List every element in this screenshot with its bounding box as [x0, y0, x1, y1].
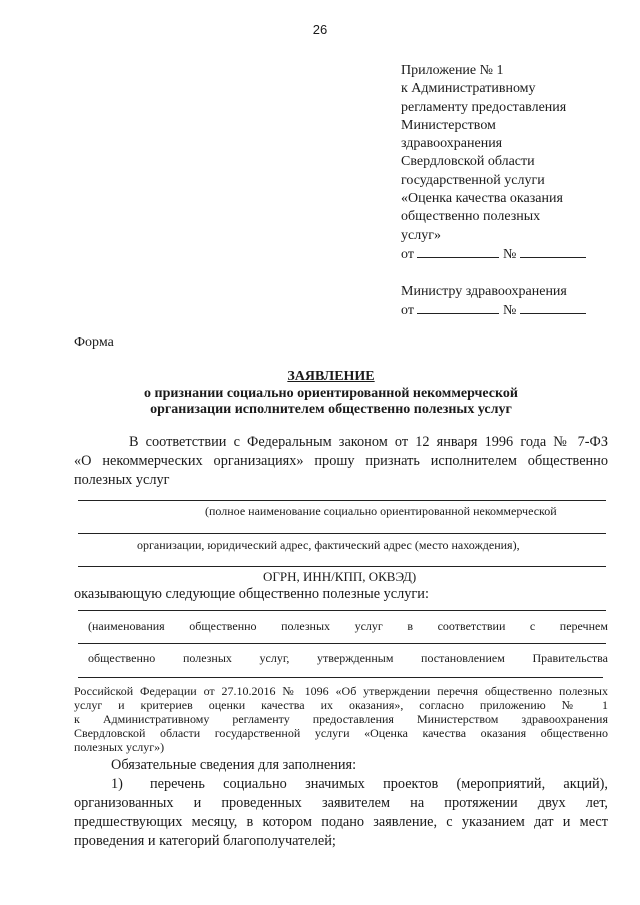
- caption-word: постановлением: [421, 651, 505, 665]
- appendix-line: к Административному: [401, 81, 536, 97]
- fill-line: [78, 643, 606, 644]
- form-label: Форма: [74, 335, 114, 350]
- org-ids-caption: ОГРН, ИНН/КПП, ОКВЭД): [263, 569, 417, 584]
- intro-line: «О некоммерческих организациях» прошу признать исполнителем общественно: [74, 453, 608, 469]
- fill-line: [78, 500, 606, 501]
- services-caption-text: к Административному регламенту предоставления Министерством здравоохранения: [74, 712, 608, 726]
- caption-word: Правительства: [532, 651, 608, 665]
- fill-line: [78, 610, 606, 611]
- number-blank: [520, 245, 586, 258]
- document-subtitle: о признании социально ориентированной некоммерческой: [144, 386, 518, 401]
- caption-word: утвержденным: [317, 651, 394, 665]
- appendix-line: Министерством: [401, 117, 496, 133]
- mandatory-heading: Обязательные сведения для заполнения:: [111, 757, 357, 773]
- number-prefix: №: [502, 303, 517, 319]
- addressee-line: Министру здравоохранения: [401, 284, 567, 299]
- services-caption-line: [88, 619, 608, 634]
- caption-word: с: [529, 619, 536, 633]
- appendix-line: здравоохранения: [401, 136, 503, 152]
- caption-word: соответствии: [437, 619, 506, 633]
- caption-word: общественно: [88, 651, 156, 665]
- services-intro: оказывающую следующие общественно полезные услуги:: [74, 586, 429, 602]
- item-text: перечень социально значимых проектов (мероприятий, акций),: [150, 776, 608, 792]
- appendix-line: государственной услуги: [401, 172, 545, 188]
- document-title: ЗАЯВЛЕНИЕ: [287, 369, 375, 384]
- item-number: 1): [111, 776, 123, 792]
- appendix-line: регламенту предоставления: [401, 99, 567, 115]
- caption-word: (наименования: [88, 619, 165, 633]
- intro-line: полезных услуг: [74, 472, 170, 488]
- caption-word: полезных: [182, 651, 232, 665]
- fill-line: [78, 566, 606, 567]
- services-caption-text: услуг и критериев оценки качества их оказания», согласно приложению № 1: [74, 698, 608, 712]
- services-caption-text: полезных услуг»): [74, 740, 165, 754]
- appendix-block: [401, 62, 621, 264]
- number-prefix: №: [502, 246, 517, 262]
- number-blank: [520, 301, 586, 314]
- date-prefix: от: [401, 246, 414, 262]
- caption-word: общественно: [189, 619, 257, 633]
- item-text: проведения и категорий благополучателей;: [74, 833, 336, 849]
- document-subtitle: организации исполнителем общественно полезных услуг: [150, 402, 512, 417]
- addressee-date-line: [401, 301, 586, 320]
- date-prefix: от: [401, 303, 414, 319]
- fill-line: [78, 677, 603, 678]
- appendix-line: общественно полезных: [401, 209, 541, 225]
- appendix-line: услуг»: [401, 227, 441, 243]
- item-text: предшествующих месяцу, в котором подано заявление, с указанием дат и мест: [74, 814, 608, 830]
- appendix-line: Приложение № 1: [401, 63, 504, 78]
- page-number: 26: [312, 22, 328, 37]
- services-caption-line: [88, 651, 608, 666]
- date-blank: [417, 245, 499, 258]
- addressee-block: [401, 283, 586, 321]
- caption-word: перечнем: [559, 619, 608, 633]
- caption-word: полезных: [281, 619, 331, 633]
- intro-line: В соответствии с Федеральным законом от 12 января 1996 года № 7-ФЗ: [129, 434, 608, 450]
- fill-line: [78, 533, 606, 534]
- caption-word: в: [407, 619, 414, 633]
- caption-word: услуг: [354, 619, 383, 633]
- appendix-line: Свердловской области: [401, 154, 535, 170]
- services-caption-text: Свердловской области государственной услуги «Оценка качества оказания общественно: [74, 726, 608, 740]
- org-address-caption: организации, юридический адрес, фактический адрес (место нахождения),: [137, 538, 520, 552]
- appendix-line: «Оценка качества оказания: [401, 191, 563, 207]
- appendix-date-line: [401, 245, 621, 264]
- caption-word: услуг,: [259, 651, 290, 665]
- org-name-caption: (полное наименование социально ориентированной некоммерческой: [205, 504, 557, 518]
- date-blank: [417, 301, 499, 314]
- item-text: организованных и проведенных заявителем на протяжении двух лет,: [74, 795, 608, 811]
- services-caption-text: Российской Федерации от 27.10.2016 № 1096 «Об утверждении перечня общественно полезных: [74, 684, 608, 698]
